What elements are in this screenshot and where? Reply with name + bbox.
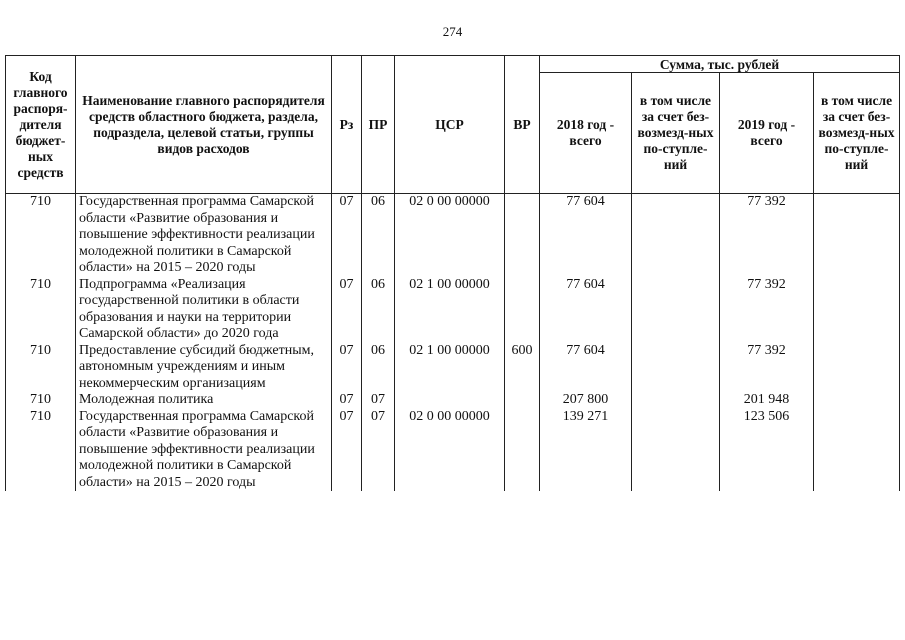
- header-sum: Сумма, тыс. рублей: [540, 56, 900, 73]
- header-name: Наименование главного распорядителя средств областного бюджета, раздела, подраздела, целевой статьи, группы видов расходов: [76, 56, 332, 194]
- header-csr: ЦСР: [395, 56, 505, 194]
- cell-vr: [505, 194, 540, 277]
- cell-2018-total: 77 604: [540, 277, 632, 343]
- cell-2018-total: 207 800: [540, 392, 632, 409]
- cell-code: 710: [6, 277, 76, 343]
- table-body: [6, 194, 900, 492]
- cell-pr: 06: [362, 194, 395, 277]
- cell-name: Предоставление субсидий бюджетным, автономным учреждениям и иным некоммерческим организациям: [76, 343, 332, 393]
- cell-2018-total: 77 604: [540, 194, 632, 277]
- cell-2019-total: 77 392: [720, 277, 814, 343]
- cell-2018-total: 77 604: [540, 343, 632, 393]
- cell-2019-free: [814, 277, 900, 343]
- table-header: [6, 56, 900, 194]
- cell-vr: [505, 409, 540, 492]
- header-rz: Рз: [332, 56, 362, 194]
- cell-pr: 06: [362, 343, 395, 393]
- cell-pr: 07: [362, 392, 395, 409]
- cell-code: 710: [6, 392, 76, 409]
- table-row: [6, 343, 900, 393]
- cell-vr: [505, 277, 540, 343]
- cell-rz: 07: [332, 392, 362, 409]
- cell-rz: 07: [332, 409, 362, 492]
- cell-2018-free: [632, 194, 720, 277]
- cell-rz: 07: [332, 343, 362, 393]
- cell-2019-total: 201 948: [720, 392, 814, 409]
- cell-vr: 600: [505, 343, 540, 393]
- cell-code: 710: [6, 409, 76, 492]
- table-row: [6, 409, 900, 492]
- cell-csr: 02 0 00 00000: [395, 409, 505, 492]
- cell-2019-free: [814, 343, 900, 393]
- cell-csr: 02 1 00 00000: [395, 277, 505, 343]
- cell-csr: 02 0 00 00000: [395, 194, 505, 277]
- budget-table: [5, 55, 900, 491]
- cell-2019-free: [814, 194, 900, 277]
- cell-csr: 02 1 00 00000: [395, 343, 505, 393]
- header-code: Код главного распоря-дителя бюджет-ных средств: [6, 56, 76, 194]
- cell-2018-free: [632, 343, 720, 393]
- header-2018-total: 2018 год - всего: [540, 73, 632, 194]
- cell-csr: [395, 392, 505, 409]
- page-number: 274: [442, 24, 463, 39]
- cell-2019-total: 77 392: [720, 343, 814, 393]
- header-2019-free: в том числе за счет без-возмезд-ных по-ступле-ний: [814, 73, 900, 194]
- table-row: [6, 277, 900, 343]
- cell-2018-free: [632, 409, 720, 492]
- cell-vr: [505, 392, 540, 409]
- header-vr: ВР: [505, 56, 540, 194]
- header-2019-total: 2019 год - всего: [720, 73, 814, 194]
- cell-name: Подпрограмма «Реализация государственной политики в области образования и науки на территории Самарской области» до 2020 года: [76, 277, 332, 343]
- header-pr: ПР: [362, 56, 395, 194]
- cell-2019-total: 77 392: [720, 194, 814, 277]
- cell-rz: 07: [332, 277, 362, 343]
- cell-pr: 07: [362, 409, 395, 492]
- table-row: [6, 392, 900, 409]
- cell-code: 710: [6, 194, 76, 277]
- cell-pr: 06: [362, 277, 395, 343]
- cell-2019-free: [814, 409, 900, 492]
- cell-2019-free: [814, 392, 900, 409]
- cell-name: Молодежная политика: [76, 392, 332, 409]
- cell-rz: 07: [332, 194, 362, 277]
- table-row: [6, 194, 900, 277]
- cell-2019-total: 123 506: [720, 409, 814, 492]
- cell-2018-total: 139 271: [540, 409, 632, 492]
- cell-2018-free: [632, 392, 720, 409]
- cell-name: Государственная программа Самарской области «Развитие образования и повышение эффективности реализации молодежной политики в Самарской области» на 2015 – 2020 годы: [76, 194, 332, 277]
- header-2018-free: в том числе за счет без-возмезд-ных по-ступле-ний: [632, 73, 720, 194]
- cell-code: 710: [6, 343, 76, 393]
- cell-name: Государственная программа Самарской области «Развитие образования и повышение эффективности реализации молодежной политики в Самарской области» на 2015 – 2020 годы: [76, 409, 332, 492]
- cell-2018-free: [632, 277, 720, 343]
